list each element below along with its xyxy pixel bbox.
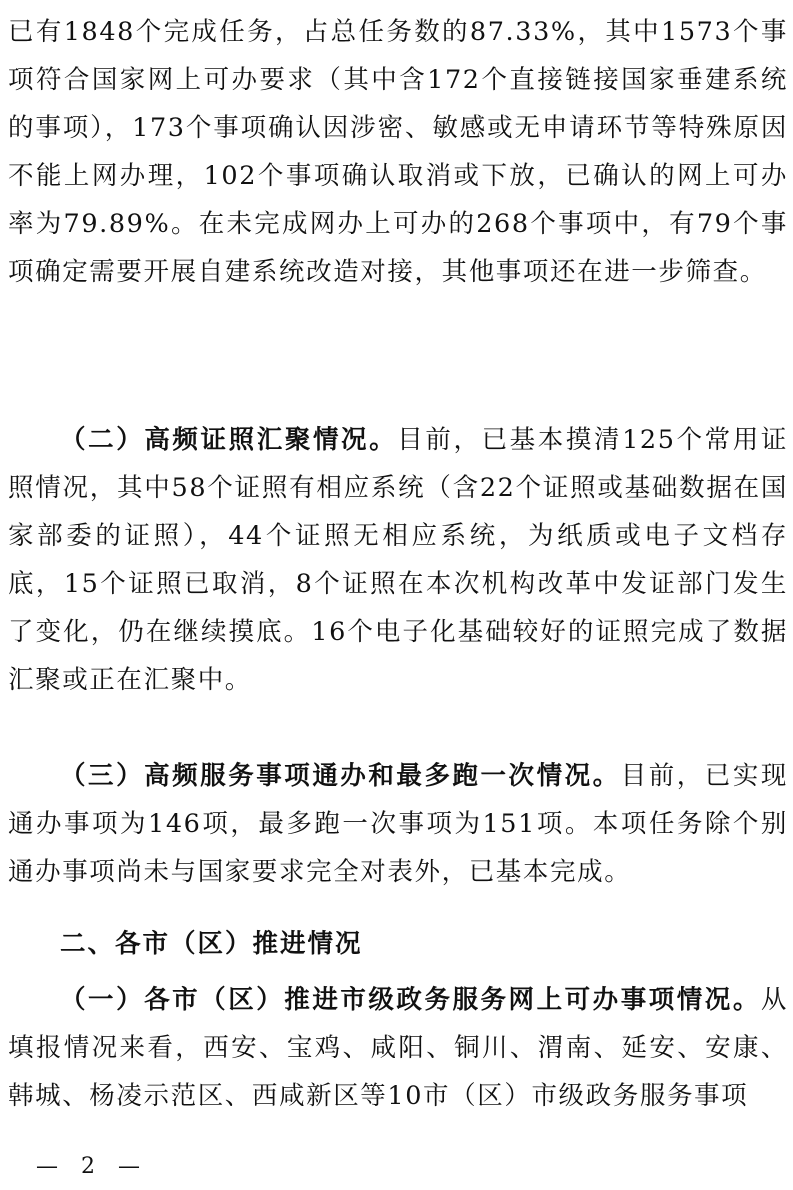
body-paragraph-continuation: 已有1848个完成任务，占总任务数的87.33%，其中1573个事项符合国家网上可办要求（其中含172个直接链接国家垂建系统的事项），173个事项确认因涉密、敏感或无申请环节等特殊原因不能上网办理，102个事项确认取消或下放，已确认的网上可办率为79.89%。在未完成网办上可办的268个事项中，有79个事项确定需要开展自建系统改造对接，其他事项还在进一步筛查。 (8, 17, 788, 287)
page-number: — 2 — (36, 1154, 148, 1179)
paragraph-lead-service-matters: （三）高频服务事项通办和最多跑一次情况。 (60, 761, 621, 791)
body-paragraph-service-matters (8, 752, 788, 896)
paragraph-lead-city-progress: （一）各市（区）推进市级政务服务网上可办事项情况。 (60, 985, 761, 1015)
body-paragraph-license-collection (8, 416, 788, 704)
paragraph-lead-license-collection: （二）高频证照汇聚情况。 (60, 425, 398, 455)
body-paragraph-city-progress (8, 976, 788, 1120)
paragraph-body-city-progress: 从填报情况来看，西安、宝鸡、咸阳、铜川、渭南、延安、安康、韩城、杨凌示范区、西咸新区等10市（区）市级政务服务事项 (8, 985, 788, 1111)
section-heading: 二、各市（区）推进情况 (60, 929, 363, 959)
paragraph-body-service-matters: 目前，已实现通办事项为146项，最多跑一次事项为151项。本项任务除个别通办事项尚未与国家要求完全对表外，已基本完成。 (8, 761, 788, 887)
paragraph-body-license-collection: 目前，已基本摸清125个常用证照情况，其中58个证照有相应系统（含22个证照或基础数据在国家部委的证照），44个证照无相应系统，为纸质或电子文档存底，15个证照已取消，8个证照在本次机构改革中发证部门发生了变化，仍在继续摸底。16个电子化基础较好的证照完成了数据汇聚或正在汇聚中。 (8, 425, 788, 695)
